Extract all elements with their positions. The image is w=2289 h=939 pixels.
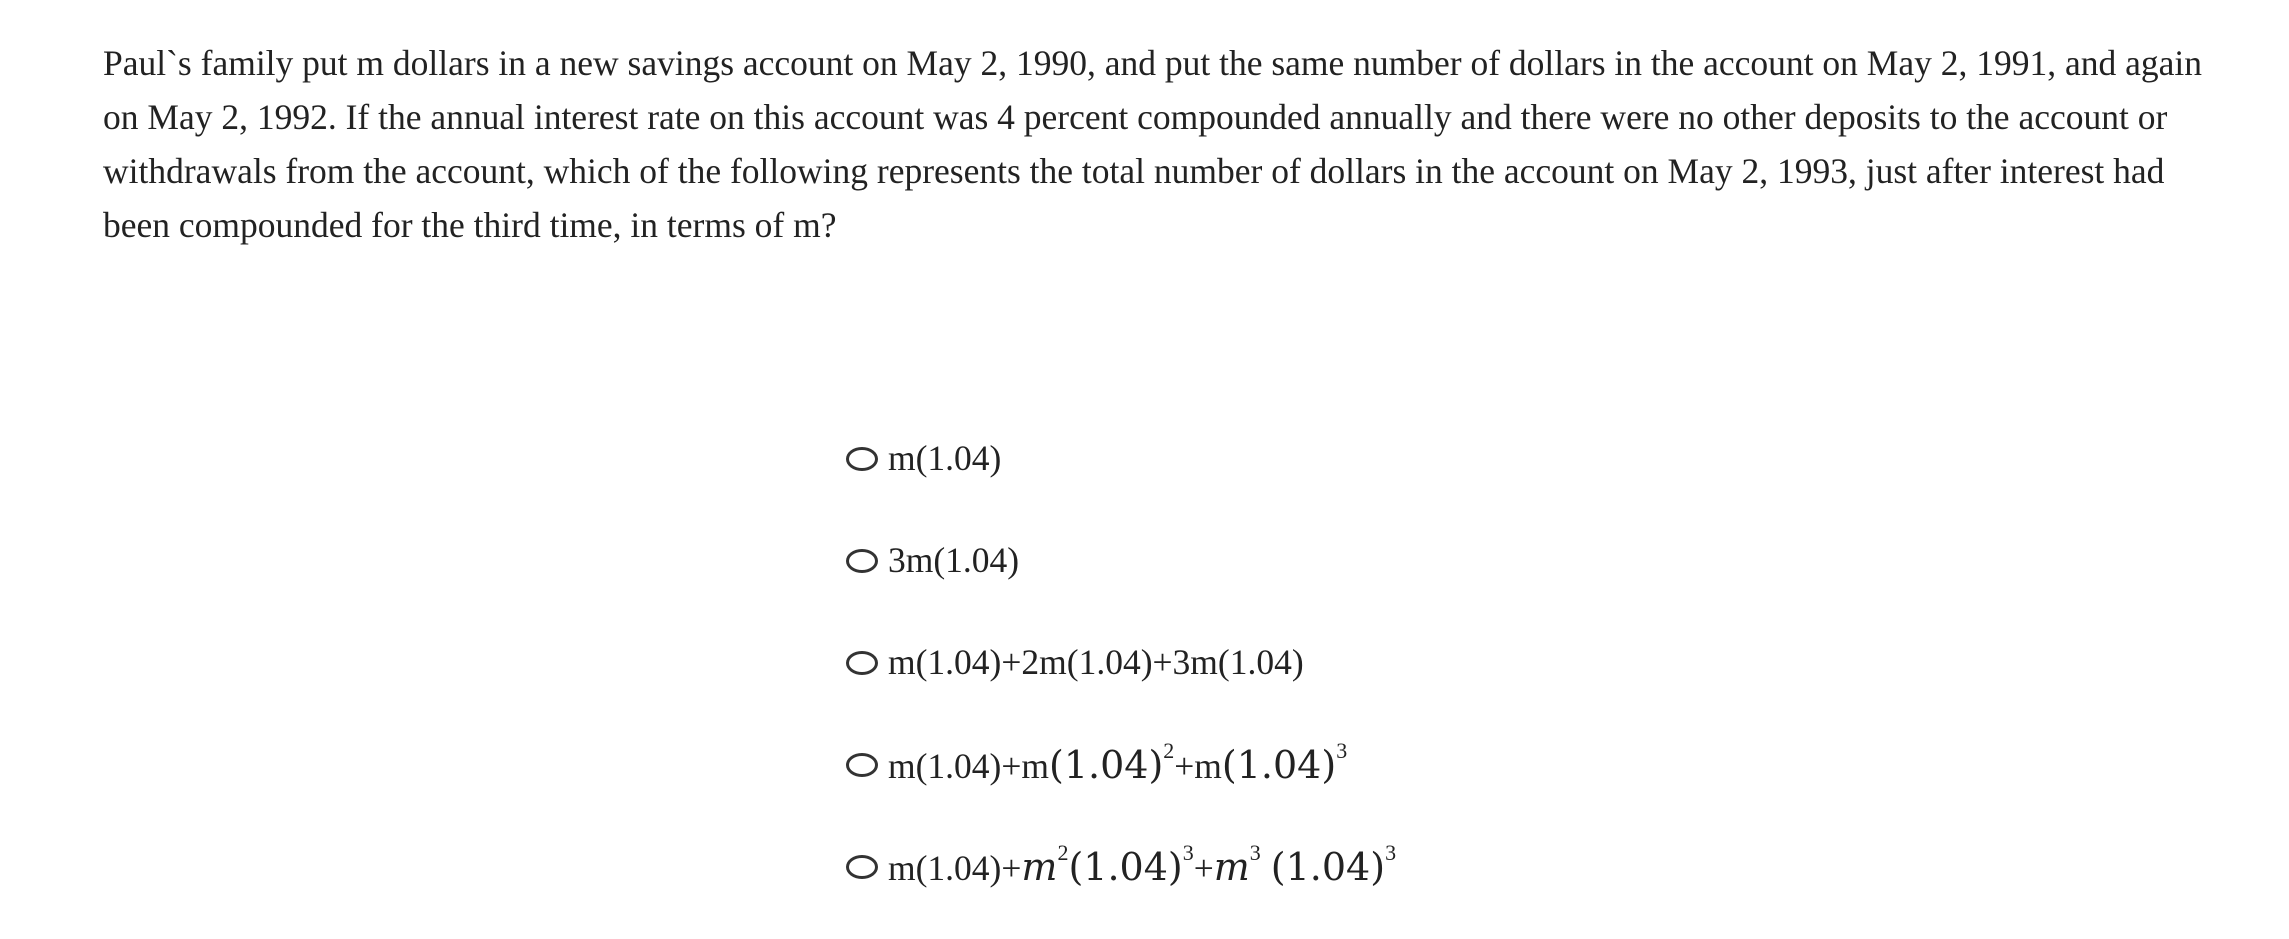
option-e-exponent-1: 3 — [1182, 839, 1194, 865]
option-a-label: m(1.04) — [888, 438, 1002, 479]
radio-button-d[interactable] — [846, 753, 878, 777]
radio-button-c[interactable] — [846, 651, 878, 675]
option-d-base-1: (1.04) — [1049, 742, 1164, 787]
option-e-label — [888, 839, 1397, 889]
option-d-prefix: m(1.04)+m — [888, 745, 1050, 786]
option-e-var-1-exponent: 2 — [1057, 839, 1069, 865]
question-text: Paul`s family put m dollars in a new savings account on May 2, 1990, and put the same number of dollars in the account on May 2, 1991, and again on May 2, 1992. If the annual interest rate on this account was 4 percent compounded annually and there were no other deposits to the account or withdrawals from the account, which of the following represents the total number of dollars in the account on May 2, 1993, just after interest had been compounded for the third time, in terms of m? — [103, 43, 2202, 245]
radio-button-b[interactable] — [846, 549, 878, 573]
option-e-plus: + — [1193, 847, 1214, 888]
option-d-label — [888, 737, 1348, 787]
option-c[interactable] — [846, 633, 1304, 693]
option-d-exponent-1: 2 — [1163, 737, 1175, 763]
option-e-var-2: m — [1213, 844, 1250, 889]
option-d-base-2: (1.04) — [1221, 742, 1337, 787]
option-e-var-2-exponent: 3 — [1249, 839, 1261, 865]
option-e-base-1: (1.04) — [1068, 844, 1183, 889]
option-e-var-1: m — [1021, 844, 1058, 889]
option-e-exponent-2: 3 — [1385, 839, 1397, 865]
option-e[interactable] — [846, 837, 1396, 897]
option-d-exponent-2: 3 — [1336, 737, 1348, 763]
option-d[interactable] — [846, 735, 1347, 795]
option-b-label: 3m(1.04) — [888, 540, 1020, 581]
option-d-plus: +m — [1174, 745, 1222, 786]
radio-button-a[interactable] — [846, 447, 878, 471]
option-a[interactable] — [846, 429, 1001, 489]
radio-button-e[interactable] — [846, 855, 878, 879]
option-b[interactable] — [846, 531, 1019, 591]
option-c-label: m(1.04)+2m(1.04)+3m(1.04) — [888, 642, 1304, 683]
option-e-prefix: m(1.04)+ — [888, 847, 1022, 888]
option-e-base-2: (1.04) — [1270, 844, 1386, 889]
